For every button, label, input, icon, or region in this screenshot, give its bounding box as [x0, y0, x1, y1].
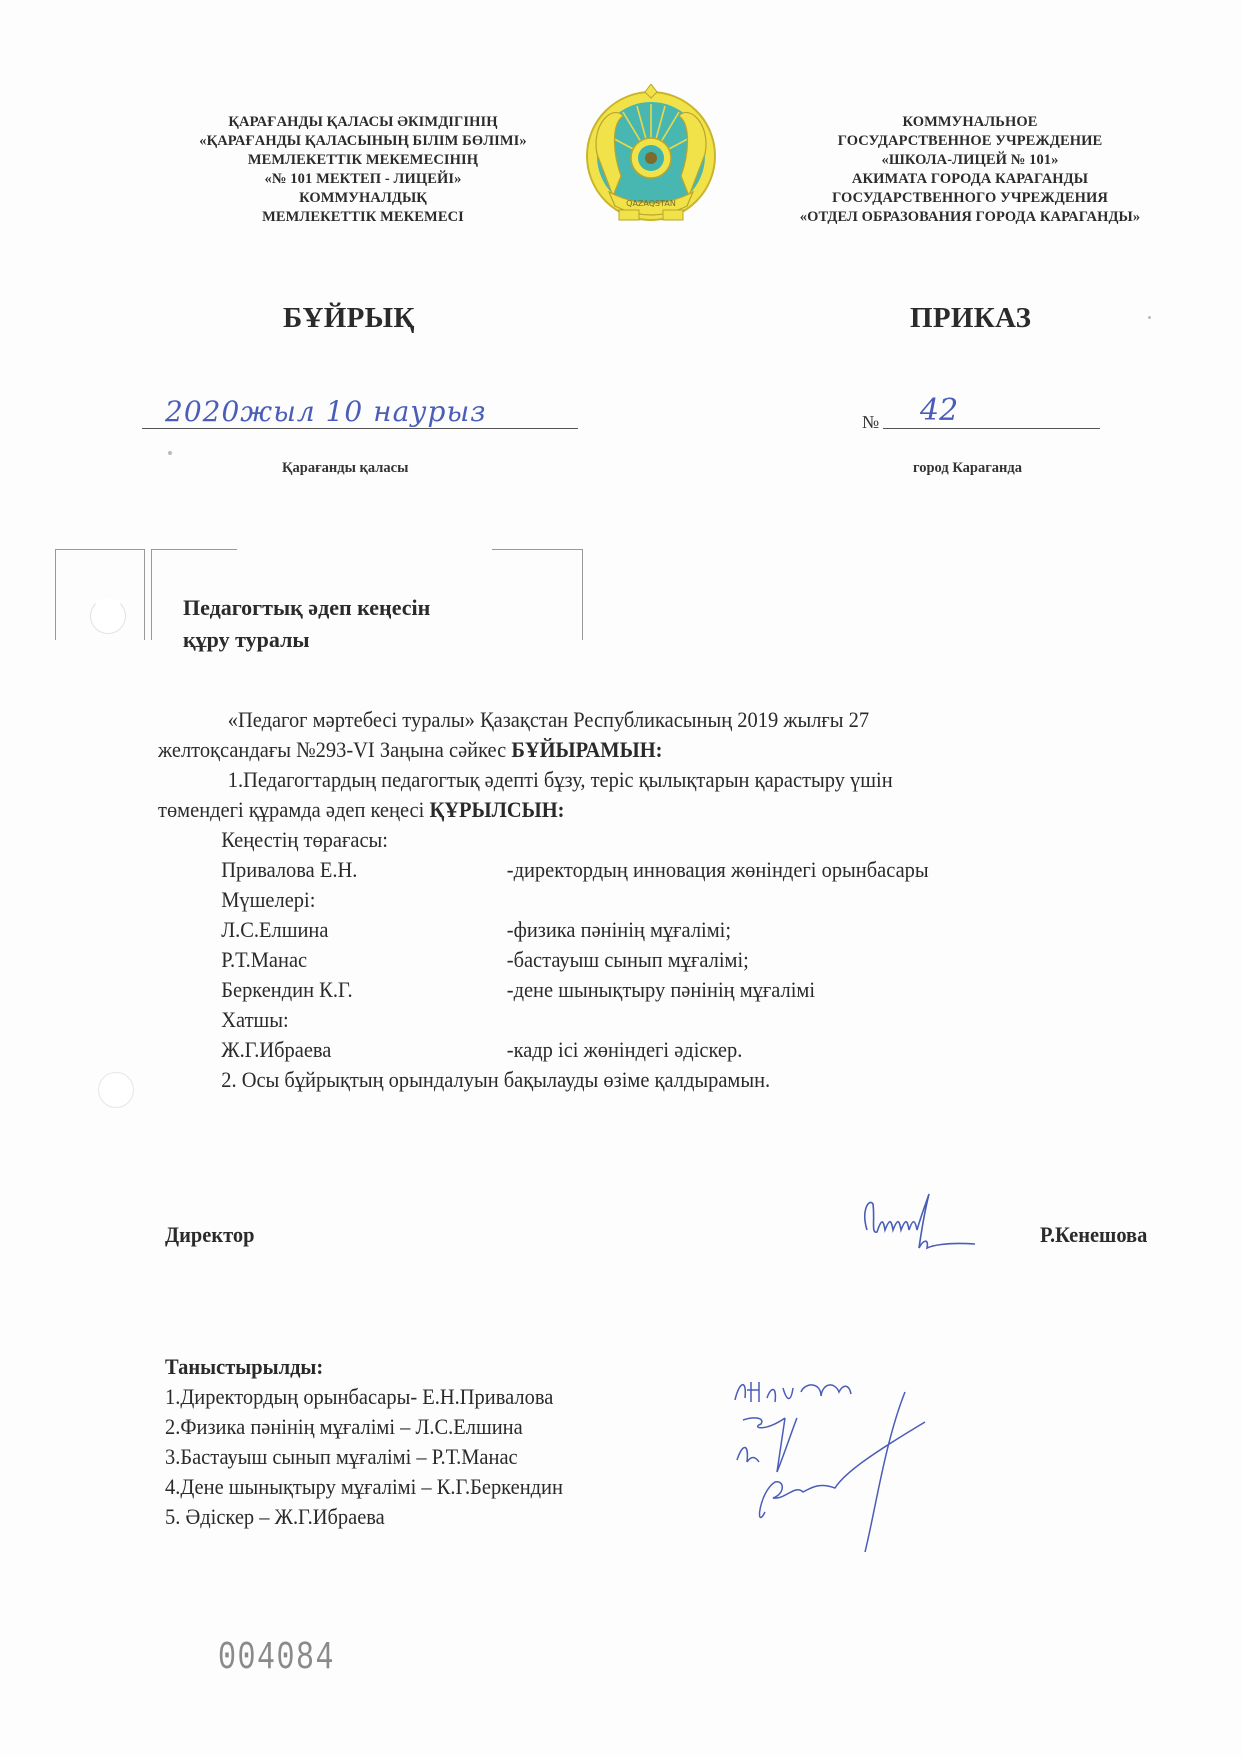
member-name: Р.Т.Манас: [221, 947, 308, 972]
handwritten-order-number: 42: [920, 393, 959, 428]
state-emblem-icon: [583, 84, 719, 234]
secretary-label: Хатшы:: [221, 1007, 289, 1032]
item-2: 2. Осы бұйрықтың орындалуын бақылауды өзіме қалдырамын.: [221, 1067, 771, 1092]
org-line: МЕМЛЕКЕТТІК МЕКЕМЕСІНІҢ: [247, 152, 479, 168]
frame-mark: [492, 549, 583, 640]
acknowledgement-signatures: [725, 1362, 935, 1572]
preamble-line: [158, 737, 662, 763]
members-label: Мүшелері:: [221, 887, 316, 912]
number-underline: [883, 428, 1100, 429]
org-line: «ШКОЛА-ЛИЦЕЙ № 101»: [881, 152, 1059, 168]
org-line: МЕМЛЕКЕТТІК МЕКЕМЕСІ: [262, 209, 464, 225]
preamble-text: желтоқсандағы №293-VI Заңына сәйкес: [158, 737, 512, 762]
item-1-text: төмендегі құрамда әдеп кеңесі: [158, 797, 430, 822]
document-title-russian: ПРИКАЗ: [910, 302, 1032, 334]
signature-privalova: [735, 1382, 851, 1402]
serial-number: 004084: [218, 1636, 336, 1681]
punch-hole: [98, 1072, 134, 1108]
signature-manas: [737, 1418, 797, 1472]
signatory-name: Р.Кенешова: [1040, 1222, 1148, 1247]
org-line: ГОСУДАРСТВЕННОЕ УЧРЕЖДЕНИЕ: [837, 133, 1103, 149]
member-name: Беркендин К.Г.: [221, 977, 353, 1002]
date-underline: [142, 428, 578, 429]
org-line: КОММУНАЛЬНОЕ: [902, 114, 1038, 130]
city-russian: город Караганда: [913, 460, 1022, 476]
punch-hole: [90, 598, 126, 634]
member-role: -дене шынықтыру пәнінің мұғалімі: [506, 977, 816, 1002]
order-directive: БҰЙЫРАМЫН:: [511, 737, 663, 762]
org-line: АКИМАТА ГОРОДА КАРАГАНДЫ: [851, 171, 1089, 187]
handwritten-date: 2020жыл 10 наурыз: [165, 395, 487, 428]
emblem-text: QAZAQSTAN: [626, 199, 676, 208]
item-1-line: 1.Педагогтардың педагогтық әдепті бұзу, теріс қылықтарын қарастыру үшін: [227, 767, 893, 792]
establish-directive: ҚҰРЫЛСЫН:: [429, 797, 565, 822]
chair-label: Кеңестің төрағасы:: [221, 827, 388, 852]
item-1-line: [158, 797, 564, 823]
org-line: «ҚАРАҒАНДЫ ҚАЛАСЫНЫҢ БІЛІМ БӨЛІМІ»: [199, 133, 527, 149]
member-role: -физика пәнінің мұғалімі;: [506, 917, 732, 942]
subject-line: құру туралы: [183, 627, 310, 652]
scan-speck: [1148, 316, 1151, 319]
member-role: -директордың инновация жөніндегі орынбасары: [506, 857, 929, 882]
member-role: -бастауыш сынып мұғалімі;: [506, 947, 749, 972]
org-line: «ОТДЕЛ ОБРАЗОВАНИЯ ГОРОДА КАРАГАНДЫ»: [799, 209, 1141, 225]
member-name: Л.С.Елшина: [221, 917, 329, 942]
member-name: Ж.Г.Ибраева: [221, 1037, 332, 1062]
acknowledgement-item: 2.Физика пәнінің мұғалімі – Л.С.Елшина: [165, 1414, 523, 1439]
order-subject: [183, 592, 430, 656]
scan-speck: [168, 451, 172, 455]
member-name: Привалова Е.Н.: [221, 857, 358, 882]
document-title-kazakh: БҰЙРЫҚ: [283, 302, 415, 334]
member-role: -кадр ісі жөніндегі әдіскер.: [506, 1037, 743, 1062]
acknowledgement-item: 5. Әдіскер – Ж.Г.Ибраева: [165, 1504, 385, 1529]
org-name-kazakh: [148, 113, 578, 227]
number-label: №: [862, 412, 880, 432]
org-line: ҚАРАҒАНДЫ ҚАЛАСЫ ӘКІМДІГІНІҢ: [228, 114, 498, 130]
preamble-line: «Педагог мәртебесі туралы» Қазақстан Республикасының 2019 жылғы 27: [227, 707, 870, 732]
signature-elshina: [743, 1418, 785, 1472]
acknowledgement-title: Таныстырылды:: [165, 1354, 324, 1379]
org-line: «№ 101 МЕКТЕП - ЛИЦЕЙІ»: [264, 171, 462, 187]
signatory-position: Директор: [165, 1222, 255, 1247]
acknowledgement-item: 1.Директордың орынбасары- Е.Н.Привалова: [165, 1384, 554, 1409]
subject-line: Педагогтық әдеп кеңесін: [183, 595, 431, 620]
acknowledgement-item: 4.Дене шынықтыру мұғалімі – К.Г.Беркендин: [165, 1474, 563, 1499]
city-kazakh: Қарағанды қаласы: [282, 460, 409, 476]
acknowledgement-item: 3.Бастауыш сынып мұғалімі – Р.Т.Манас: [165, 1444, 518, 1469]
org-line: ГОСУДАРСТВЕННОГО УЧРЕЖДЕНИЯ: [832, 190, 1108, 206]
director-signature: [855, 1190, 1005, 1260]
signature-berkendin: [760, 1392, 925, 1552]
org-line: КОММУНАЛДЫҚ: [299, 190, 427, 206]
org-name-russian: [760, 113, 1180, 227]
